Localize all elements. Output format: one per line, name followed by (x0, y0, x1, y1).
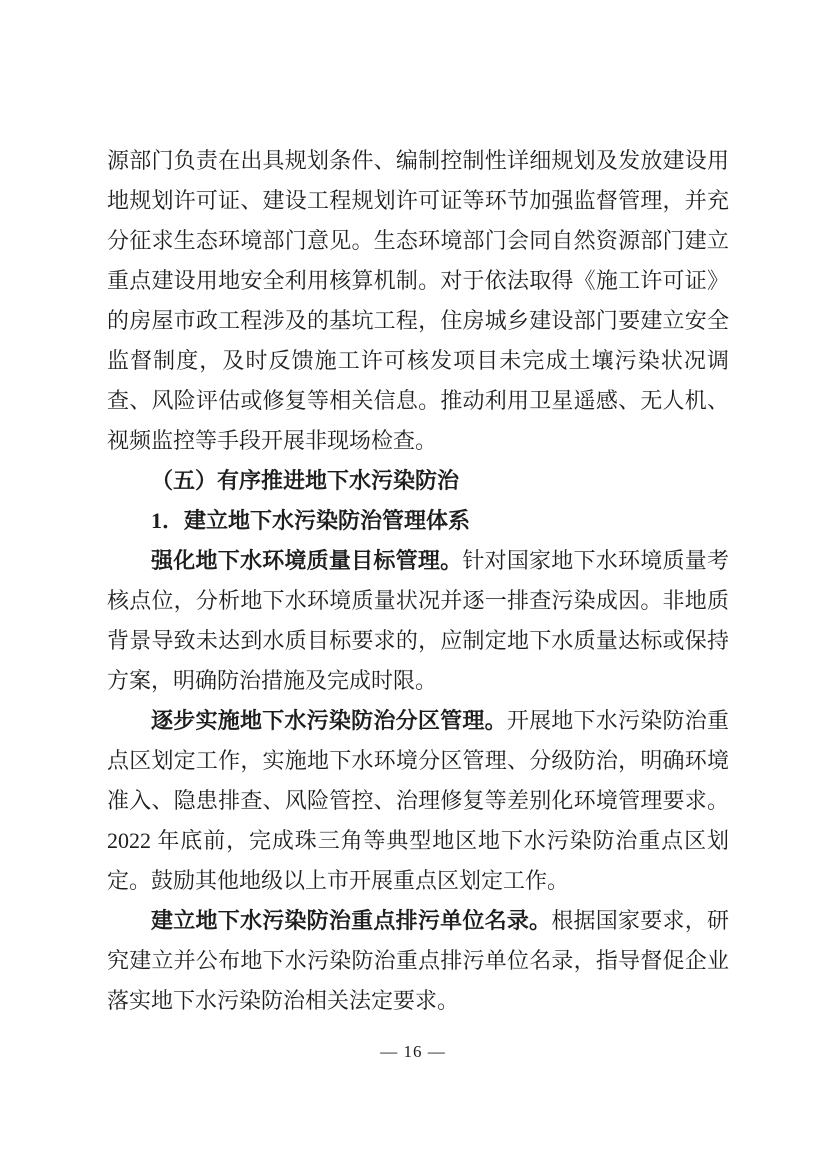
heading-item-1 (107, 501, 729, 541)
paragraph-body-text: 根据国家要求，研究建立并公布地下水污染防治重点排污单位名录，指导督促企业落实地下水污染防治相关法定要求。 (107, 908, 729, 1013)
page-number: — 16 — (380, 1042, 446, 1061)
heading-text: （五）有序推进地下水污染防治 (151, 468, 460, 493)
paragraph-body-text: 开展地下水污染防治重点区划定工作，实施地下水环境分区管理、分级防治，明确环境准入、隐患排查、风险管控、治理修复等差别化环境管理要求。2022 年底前，完成珠三角等典型地区地下水污染防治重点区划定。鼓励其他地级以上市开展重点区划定工作。 (107, 708, 729, 893)
paragraph-goal-management (107, 541, 729, 701)
document-body (107, 141, 729, 1021)
text-segment: 源部门负责在出具规划条件、编制控制性详细规划及发放建设用地规划许可证、建设工程规划许可证等环节加强监督管理，并充分征求生态环境部门意见。生态环境部门会同自然资源部门建立重点建设用地安全利用核算机制。对于依法取得《施工许可证》的房屋市政工程涉及的基坑工程，住房城乡建设部门要建立安全监督制度，及时反馈施工许可核发项目未完成土壤污染状况调查、风险评估或修复等相关信息。推动利用卫星遥感、无人机、视频监控等手段开展非现场检查。 (107, 148, 729, 453)
paragraph-lead-text: 逐步实施地下水污染防治分区管理。 (151, 708, 507, 733)
heading-text: 1．建立地下水污染防治管理体系 (151, 508, 471, 533)
heading-section-5 (107, 461, 729, 501)
paragraph-lead-text: 强化地下水环境质量目标管理。 (151, 548, 463, 573)
paragraph-continuation (107, 141, 729, 461)
paragraph-key-polluters-list (107, 901, 729, 1021)
paragraph-lead-text: 建立地下水污染防治重点排污单位名录。 (151, 908, 552, 933)
paragraph-body-text: 针对国家地下水环境质量考核点位，分析地下水环境质量状况并逐一排查污染成因。非地质背景导致未达到水质目标要求的，应制定地下水质量达标或保持方案，明确防治措施及完成时限。 (107, 548, 729, 693)
paragraph-zone-management (107, 701, 729, 901)
